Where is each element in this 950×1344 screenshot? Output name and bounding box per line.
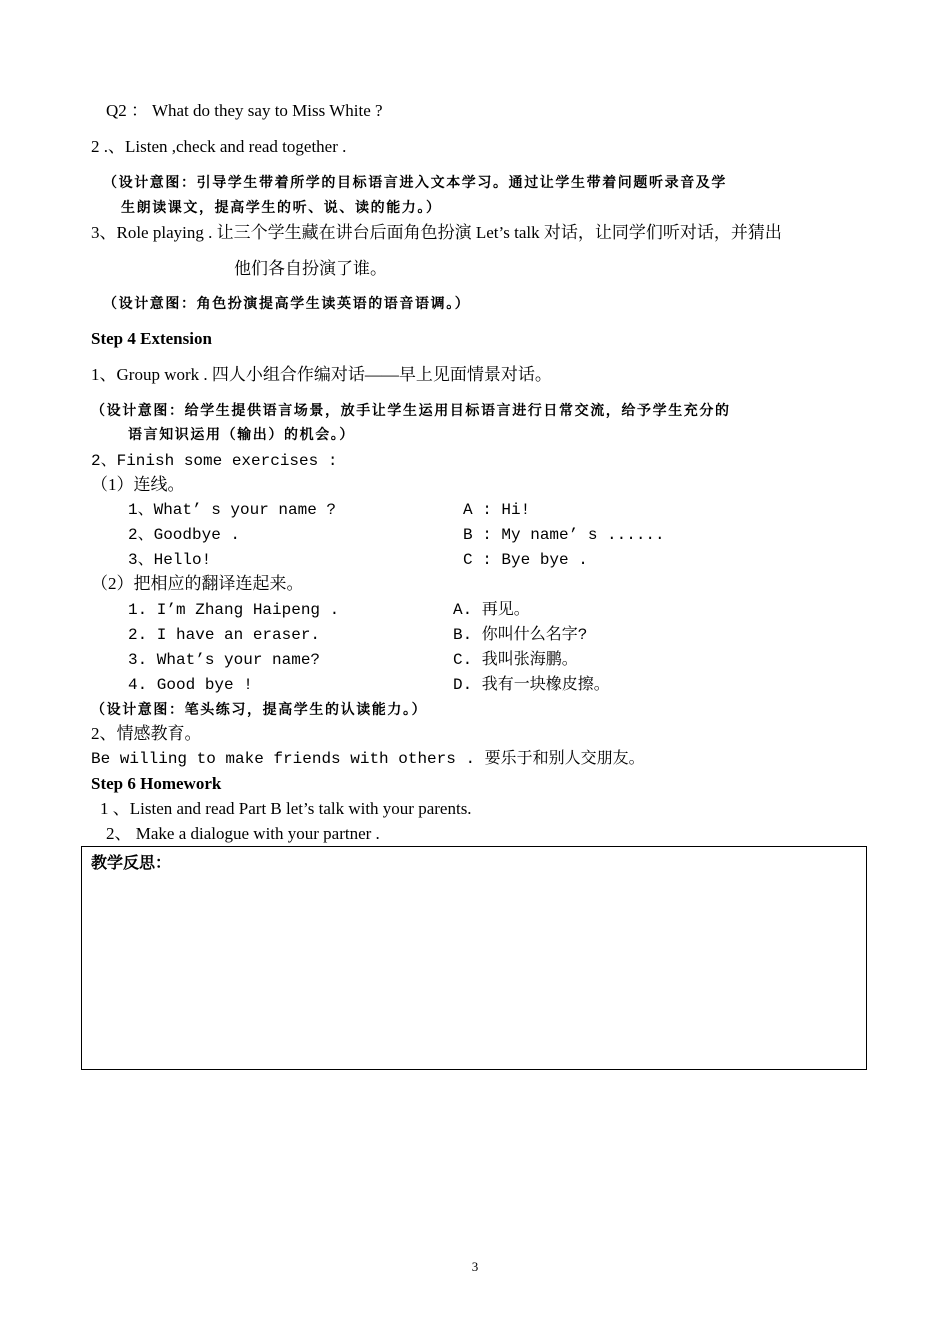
exercise2-right-1: A. 再见。: [453, 601, 530, 619]
homework-2: 2、 Make a dialogue with your partner .: [106, 824, 380, 843]
design-intent-3-line1: （设计意图：给学生提供语言场景，放手让学生运用目标语言进行日常交流，给予学生充分的: [91, 403, 731, 419]
design-intent-4: （设计意图：笔头练习，提高学生的认读能力。）: [91, 702, 428, 718]
finish-exercises: 2、Finish some exercises :: [91, 452, 338, 470]
reflection-title: 教学反思：: [91, 853, 172, 872]
design-intent-1-line2: 生朗读课文，提高学生的听、说、读的能力。）: [121, 200, 442, 216]
group-work: 1、Group work . 四人小组合作编对话——早上见面情景对话。: [91, 365, 552, 384]
step4-heading: Step 4 Extension: [91, 329, 212, 348]
exercise1-left-2: 2、Goodbye .: [128, 526, 241, 544]
exercise2-right-2: B. 你叫什么名字?: [453, 626, 588, 644]
design-intent-1-line1: （设计意图：引导学生带着所学的目标语言进入文本学习。通过让学生带着问题听录音及学: [103, 175, 727, 191]
exercise1-left-3: 3、Hello!: [128, 551, 212, 569]
design-intent-3-line2: 语言知识运用（输出）的机会。）: [128, 427, 355, 443]
exercise1-left-1: 1、What’ s your name ?: [128, 501, 337, 519]
exercise1-right-3: C : Bye bye .: [463, 551, 588, 569]
reflection-box: [81, 846, 867, 1070]
exercise2-left-3: 3. What’s your name?: [128, 651, 321, 669]
step6-heading: Step 6 Homework: [91, 774, 222, 793]
exercise2-left-2: 2. I have an eraser.: [128, 626, 321, 644]
exercise1-right-2: B : My name’ s ......: [463, 526, 665, 544]
exercise2-right-3: C. 我叫张海鹏。: [453, 651, 578, 669]
exercise1-right-1: A : Hi!: [463, 501, 531, 519]
role-playing-line1: 3、Role playing . 让三个学生藏在讲台后面角色扮演 Let’s talk 对话，让同学们听对话，并猜出: [91, 223, 782, 242]
role-playing-line2: 他们各自扮演了谁。: [234, 259, 387, 278]
homework-1: 1 、Listen and read Part B let’s talk with your parents.: [100, 799, 472, 818]
willing-friends: Be willing to make friends with others . 要乐于和别人交朋友。: [91, 750, 645, 768]
exercise2-right-4: D. 我有一块橡皮擦。: [453, 676, 610, 694]
question-q2: Q2 ： What do they say to Miss White ?: [106, 101, 383, 120]
exercise2-left-4: 4. Good bye !: [128, 676, 253, 694]
emotion-education: 2、情感教育。: [91, 724, 202, 743]
exercise2-left-1: 1. I’m Zhang Haipeng .: [128, 601, 340, 619]
listen-check-read: 2 .、Listen ,check and read together .: [91, 137, 347, 156]
exercise1-title: （1）连线。: [91, 475, 185, 494]
exercise2-title: （2）把相应的翻译连起来。: [91, 574, 304, 593]
page-number: 3: [471, 1259, 479, 1274]
design-intent-2: （设计意图：角色扮演提高学生读英语的语音语调。）: [103, 296, 471, 312]
